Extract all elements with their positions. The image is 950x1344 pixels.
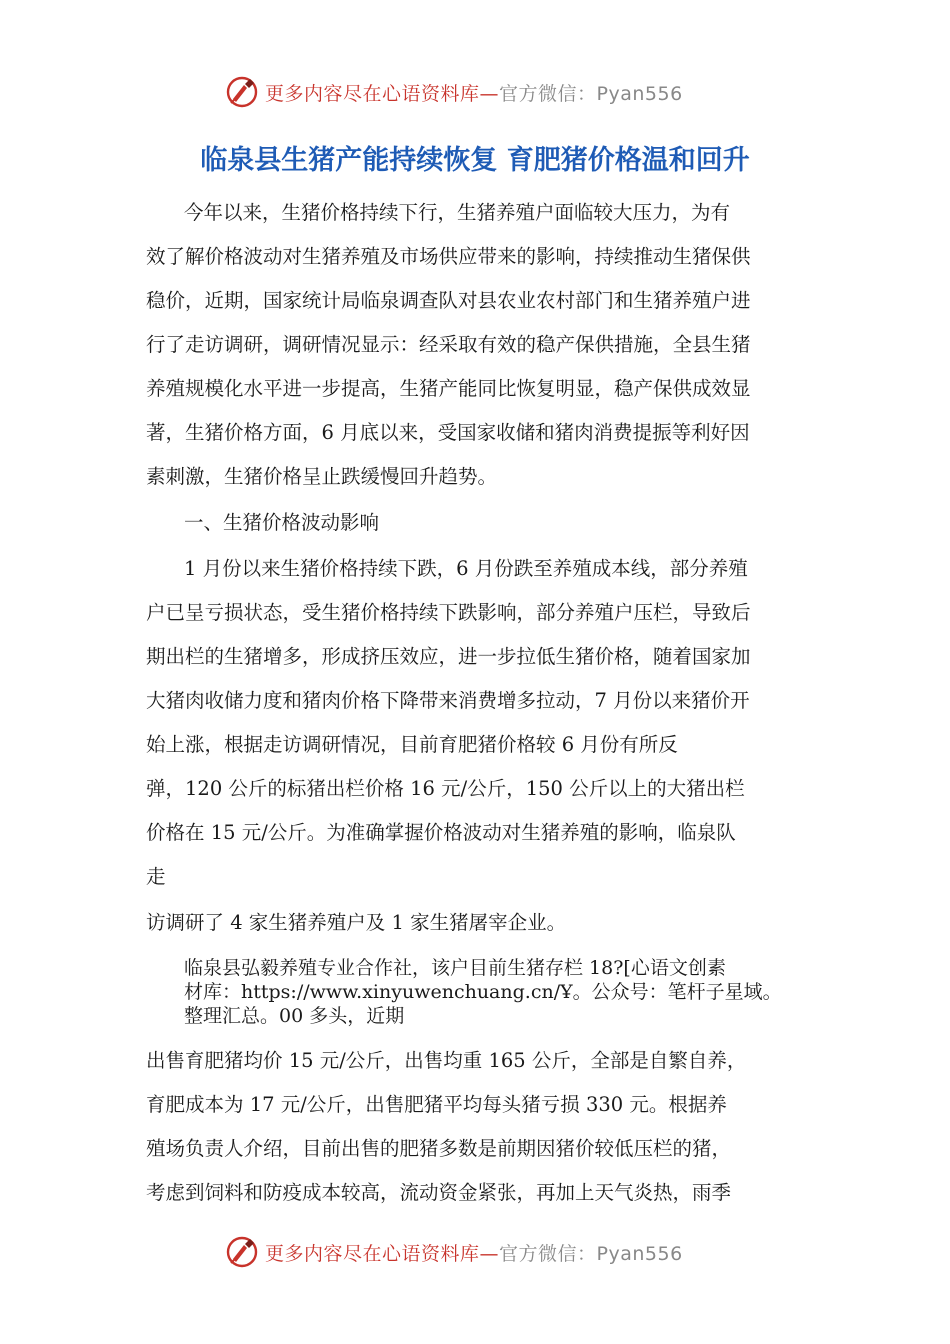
paragraph-line: 期出栏的生猪增多，形成挤压效应，进一步拉低生猪价格，随着国家加 <box>146 645 751 668</box>
paragraph-line: 素刺激，生猪价格呈止跌缓慢回升趋势。 <box>146 465 498 488</box>
banner-text <box>265 1239 683 1266</box>
paragraph-line: 整理汇总。00 多头，近期 <box>184 1005 405 1027</box>
banner-wechat-label: 官方微信： <box>499 82 597 105</box>
paragraph-line: 养殖规模化水平进一步提高，生猪产能同比恢复明显，稳产保供成效显 <box>146 377 751 400</box>
paragraph-line: 价格在 15 元/公斤。为准确掌握价格波动对生猪养殖的影响，临泉队 <box>146 821 736 844</box>
paragraph-line: 户已呈亏损状态，受生猪价格持续下跌影响，部分养殖户压栏，导致后 <box>146 601 751 624</box>
banner-wechat-label: 官方微信： <box>499 1242 597 1265</box>
paragraph-line: 行了走访调研，调研情况显示：经采取有效的稳产保供措施，全县生猪 <box>146 333 751 356</box>
paragraph-line: 走 <box>146 865 166 888</box>
paragraph-line: 大猪肉收储力度和猪肉价格下降带来消费增多拉动，7 月份以来猪价开 <box>146 689 750 712</box>
banner-dash: — <box>479 82 500 105</box>
header-banner-content <box>225 72 683 112</box>
banner-dash: — <box>479 1242 500 1265</box>
brand-logo-icon <box>225 75 259 109</box>
paragraph-line: 弹，120 公斤的标猪出栏价格 16 元/公斤，150 公斤以上的大猪出栏 <box>146 777 745 800</box>
footer-banner-content <box>225 1232 683 1272</box>
section-heading: 一、生猪价格波动影响 <box>184 511 380 534</box>
banner-text <box>265 79 683 106</box>
banner-site-name: 更多内容尽在心语资料库 <box>265 1242 480 1265</box>
paragraph-line: 始上涨，根据走访调研情况，目前育肥猪价格较 6 月份有所反 <box>146 733 678 756</box>
brand-logo-icon <box>225 1235 259 1269</box>
paragraph-line: 出售育肥猪均价 15 元/公斤，出售均重 165 公斤，全部是自繁自养， <box>146 1049 747 1072</box>
watermark-line: 材库：https://www.xinyuwenchuang.cn/Ұ。公众号：笔杆子星域。 <box>184 981 782 1003</box>
paragraph-line: 效了解价格波动对生猪养殖及市场供应带来的影响，持续推动生猪保供 <box>146 245 751 268</box>
paragraph-line: 考虑到饲料和防疫成本较高，流动资金紧张，再加上天气炎热，雨季 <box>146 1181 732 1204</box>
banner-wechat-id: Pyan556 <box>596 82 683 105</box>
paragraph-line: 稳价，近期，国家统计局临泉调查队对县农业农村部门和生猪养殖户进 <box>146 289 751 312</box>
paragraph-line: 临泉县弘毅养殖专业合作社，该户目前生猪存栏 18?[心语文创素 <box>184 957 726 979</box>
document-title: 临泉县生猪产能持续恢复 育肥猪价格温和回升 <box>200 145 750 176</box>
header-banner <box>0 72 950 112</box>
banner-site-name: 更多内容尽在心语资料库 <box>265 82 480 105</box>
paragraph-line: 访调研了 4 家生猪养殖户及 1 家生猪屠宰企业。 <box>146 911 567 934</box>
paragraph-line: 育肥成本为 17 元/公斤，出售肥猪平均每头猪亏损 330 元。根据养 <box>146 1093 727 1116</box>
paragraph-line: 著，生猪价格方面，6 月底以来，受国家收储和猪肉消费提振等利好因 <box>146 421 750 444</box>
paragraph-line: 今年以来，生猪价格持续下行，生猪养殖户面临较大压力，为有 <box>184 201 731 224</box>
paragraph-line: 1 月份以来生猪价格持续下跌，6 月份跌至养殖成本线，部分养殖 <box>184 557 748 580</box>
footer-banner <box>0 1232 950 1272</box>
banner-wechat-id: Pyan556 <box>596 1242 683 1265</box>
paragraph-line: 殖场负责人介绍，目前出售的肥猪多数是前期因猪价较低压栏的猪， <box>146 1137 732 1160</box>
